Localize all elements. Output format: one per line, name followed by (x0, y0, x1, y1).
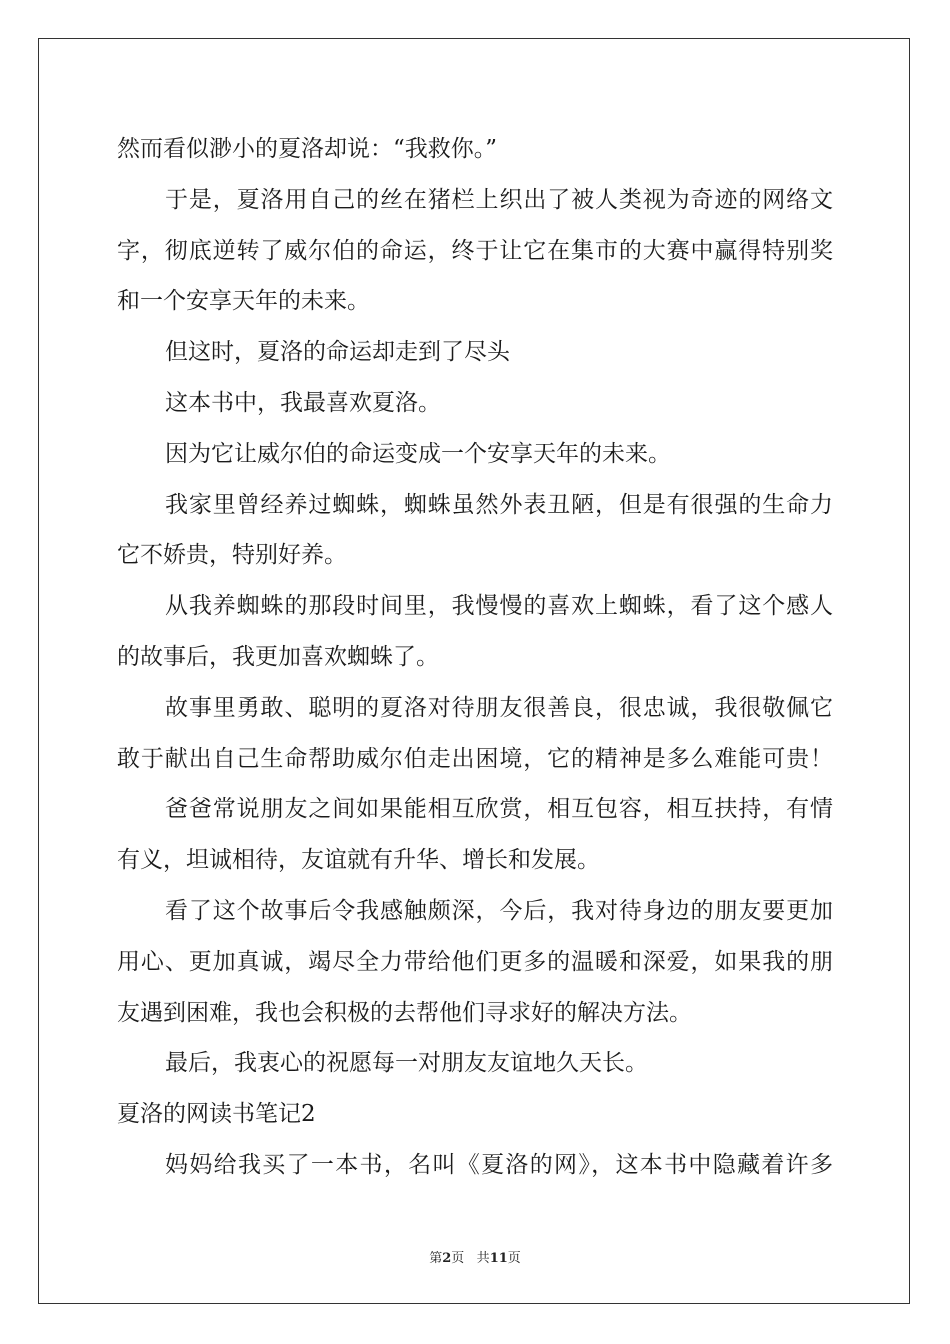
page-suffix: 页 (451, 1251, 465, 1266)
page-prefix: 第 (429, 1251, 443, 1266)
text-line: 敢于献出自己生命帮助威尔伯走出困境，它的精神是多么难能可贵！ (117, 745, 833, 772)
text-line: 字，彻底逆转了威尔伯的命运，终于让它在集市的大赛中赢得特别奖 (117, 237, 833, 264)
text-line: 友遇到困难，我也会积极的去帮他们寻求好的解决方法。 (117, 999, 692, 1026)
text-line: 用心、更加真诚，竭尽全力带给他们更多的温暖和深爱，如果我的朋 (117, 948, 833, 975)
page-number: 2 (442, 1251, 452, 1266)
text-line: 和一个安享天年的未来。 (117, 288, 370, 315)
text-line: 故事里勇敢、聪明的夏洛对待朋友很善良，很忠诚，我很敬佩它 (165, 694, 833, 721)
text-line: 爸爸常说朋友之间如果能相互欣赏，相互包容，相互扶持，有情 (165, 796, 833, 823)
document-body (117, 124, 833, 1191)
text-line: 因为它让威尔伯的命运变成一个安享天年的未来。 (165, 440, 671, 467)
text-line: 的故事后，我更加喜欢蜘蛛了。 (117, 643, 439, 670)
text-line: 这本书中，我最喜欢夏洛。 (165, 389, 441, 416)
text-line: 妈妈给我买了一本书，名叫《夏洛的网》，这本书中隐藏着许多 (165, 1151, 833, 1178)
total-pages: 11 (489, 1251, 508, 1266)
text-line: 它不娇贵，特别好养。 (117, 542, 347, 569)
page-footer (0, 1247, 950, 1266)
text-line: 最后，我衷心的祝愿每一对朋友友谊地久天长。 (165, 1050, 648, 1077)
total-suffix: 页 (507, 1251, 521, 1266)
section-heading: 夏洛的网读书笔记2 (117, 1101, 316, 1128)
text-line: 从我养蜘蛛的那段时间里，我慢慢的喜欢上蜘蛛，看了这个感人 (165, 593, 833, 620)
text-line: 看了这个故事后令我感触颇深，今后，我对待身边的朋友要更加 (165, 897, 833, 924)
text-line: 然而看似渺小的夏洛却说：“我救你。” (117, 136, 498, 162)
text-line: 我家里曾经养过蜘蛛，蜘蛛虽然外表丑陋，但是有很强的生命力 (165, 491, 833, 518)
text-line: 有义，坦诚相待，友谊就有升华、增长和发展。 (117, 847, 600, 874)
text-line: 于是，夏洛用自己的丝在猪栏上织出了被人类视为奇迹的网络文 (165, 186, 833, 213)
total-prefix: 共 (476, 1251, 490, 1266)
text-line: 但这时，夏洛的命运却走到了尽头 (165, 339, 510, 366)
